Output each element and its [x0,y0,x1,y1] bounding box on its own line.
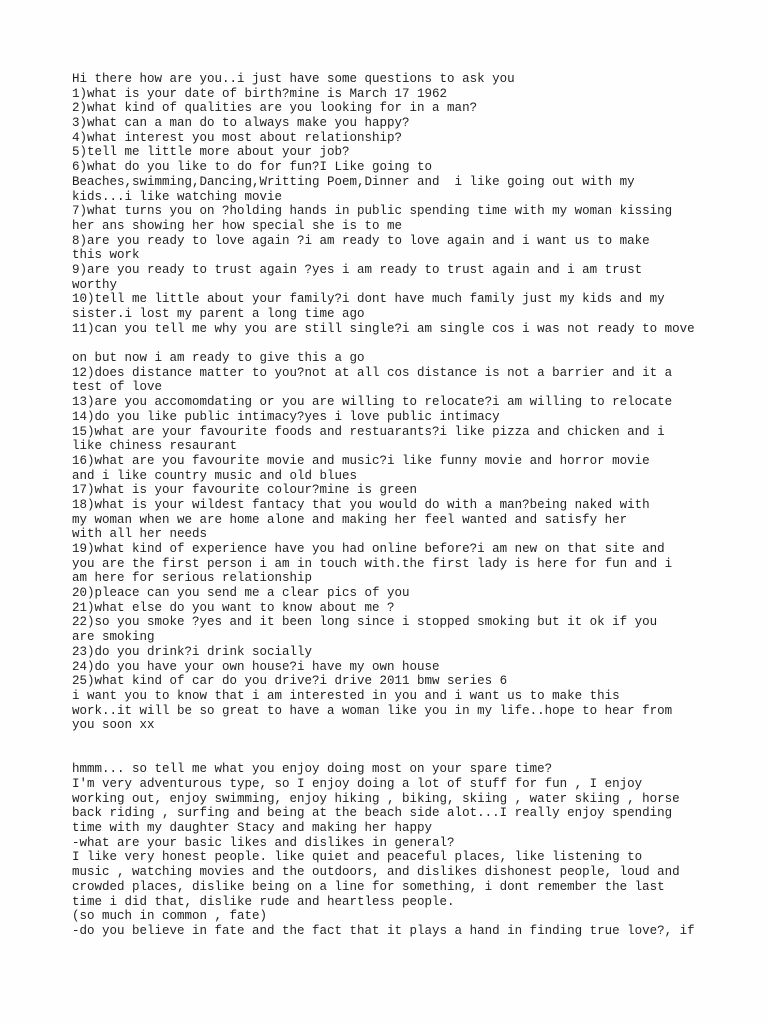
text-line: 7)what turns you on ?holding hands in public spending time with my woman kissing [72,204,673,219]
text-line: (so much in common , fate) [72,909,268,924]
text-line: music , watching movies and the outdoors, and dislikes dishonest people, loud and [72,865,680,880]
text-line: 14)do you like public intimacy?yes i love public intimacy [72,409,500,424]
text-line: are smoking [72,630,155,645]
text-line: I'm very adventurous type, so I enjoy doing a lot of stuff for fun , I enjoy [72,777,643,791]
text-line: Beaches,swimming,Dancing,Writting Poem,Dinner and i like going out with my [72,174,635,189]
text-line: 19)what kind of experience have you had online before?i am new on that site and [72,542,665,556]
text-line: time with my daughter Stacy and making her happy [72,821,433,836]
text-line: 8)are you ready to love again ?i am ready to love again and i want us to make [72,233,650,248]
text-line: -do you believe in fate and the fact that it plays a hand in finding true love?, if [72,923,695,938]
text-line: I like very honest people. like quiet and peaceful places, like listening to [72,850,643,865]
text-line: back riding , surfing and being at the beach side alot...I really enjoy spending [72,806,673,821]
text-line: this work [72,248,140,263]
text-line: 2)what kind of qualities are you looking for in a man? [72,101,478,116]
text-line: test of love [72,380,163,395]
text-line: like chiness resaurant [72,439,238,454]
reply-section [72,762,732,938]
blank-line [72,733,732,748]
text-line: 16)what are you favourite movie and music?i like funny movie and horror movie [72,453,650,468]
text-line: 22)so you smoke ?yes and it been long since i stopped smoking but it ok if you [72,615,658,630]
text-line: 1)what is your date of birth?mine is March 17 1962 [72,86,448,101]
text-line: worthy [72,277,118,292]
text-line: my woman when we are home alone and making her feel wanted and satisfy her [72,512,628,527]
text-line: 17)what is your favourite colour?mine is green [72,483,418,498]
text-line: 10)tell me little about your family?i dont have much family just my kids and my [72,292,665,307]
text-line: kids...i like watching movie [72,189,283,204]
text-line: on but now i am ready to give this a go [72,351,365,366]
text-line: her ans showing her how special she is to me [72,218,403,233]
blank-line [72,748,732,763]
text-line: crowded places, dislike being on a line for something, i dont remember the last [72,879,665,894]
questionnaire-continued-section [72,351,732,733]
text-line: working out, enjoy swimming, enjoy hiking , biking, skiing , water skiing , horse [72,791,680,806]
text-line: 5)tell me little more about your job? [72,145,350,160]
text-line: 9)are you ready to trust again ?yes i am ready to trust again and i am trust [72,262,643,277]
document-body [72,72,732,939]
text-line: sister.i lost my parent a long time ago [72,307,365,321]
text-line: 21)what else do you want to know about me ? [72,600,395,615]
text-line: with all her needs [72,527,208,542]
text-line: you soon xx [72,718,155,733]
text-line: 6)what do you like to do for fun?I Like going to [72,160,433,175]
text-line: 3)what can a man do to always make you happy? [72,116,410,131]
text-line: -what are your basic likes and dislikes in general? [72,835,455,850]
text-line: and i like country music and old blues [72,468,358,483]
text-line: 24)do you have your own house?i have my own house [72,659,440,674]
text-line: 18)what is your wildest fantacy that you would do with a man?being naked with [72,497,650,512]
text-line: hmmm... so tell me what you enjoy doing most on your spare time? [72,762,553,777]
text-line: you are the first person i am in touch with.the first lady is here for fun and i [72,556,673,571]
text-line: 11)can you tell me why you are still single?i am single cos i was not ready to move [72,321,695,336]
text-line: work..it will be so great to have a woman like you in my life..hope to hear from [72,703,673,718]
text-line: time i did that, dislike rude and heartless people. [72,894,455,909]
text-line: 23)do you drink?i drink socially [72,644,313,659]
blank-line [72,336,732,351]
text-line: am here for serious relationship [72,571,313,586]
text-line: 4)what interest you most about relationship? [72,130,403,145]
questionnaire-section [72,72,732,336]
text-line: 12)does distance matter to you?not at all cos distance is not a barrier and it a [72,365,673,380]
text-line: 15)what are your favourite foods and restuarants?i like pizza and chicken and i [72,424,665,439]
text-line: Hi there how are you..i just have some questions to ask you [72,72,515,86]
text-line: i want you to know that i am interested in you and i want us to make this [72,688,620,703]
text-line: 13)are you accomomdating or you are willing to relocate?i am willing to relocate [72,395,673,410]
text-line: 20)pleace can you send me a clear pics of you [72,586,410,601]
text-line: 25)what kind of car do you drive?i drive 2011 bmw series 6 [72,674,508,689]
